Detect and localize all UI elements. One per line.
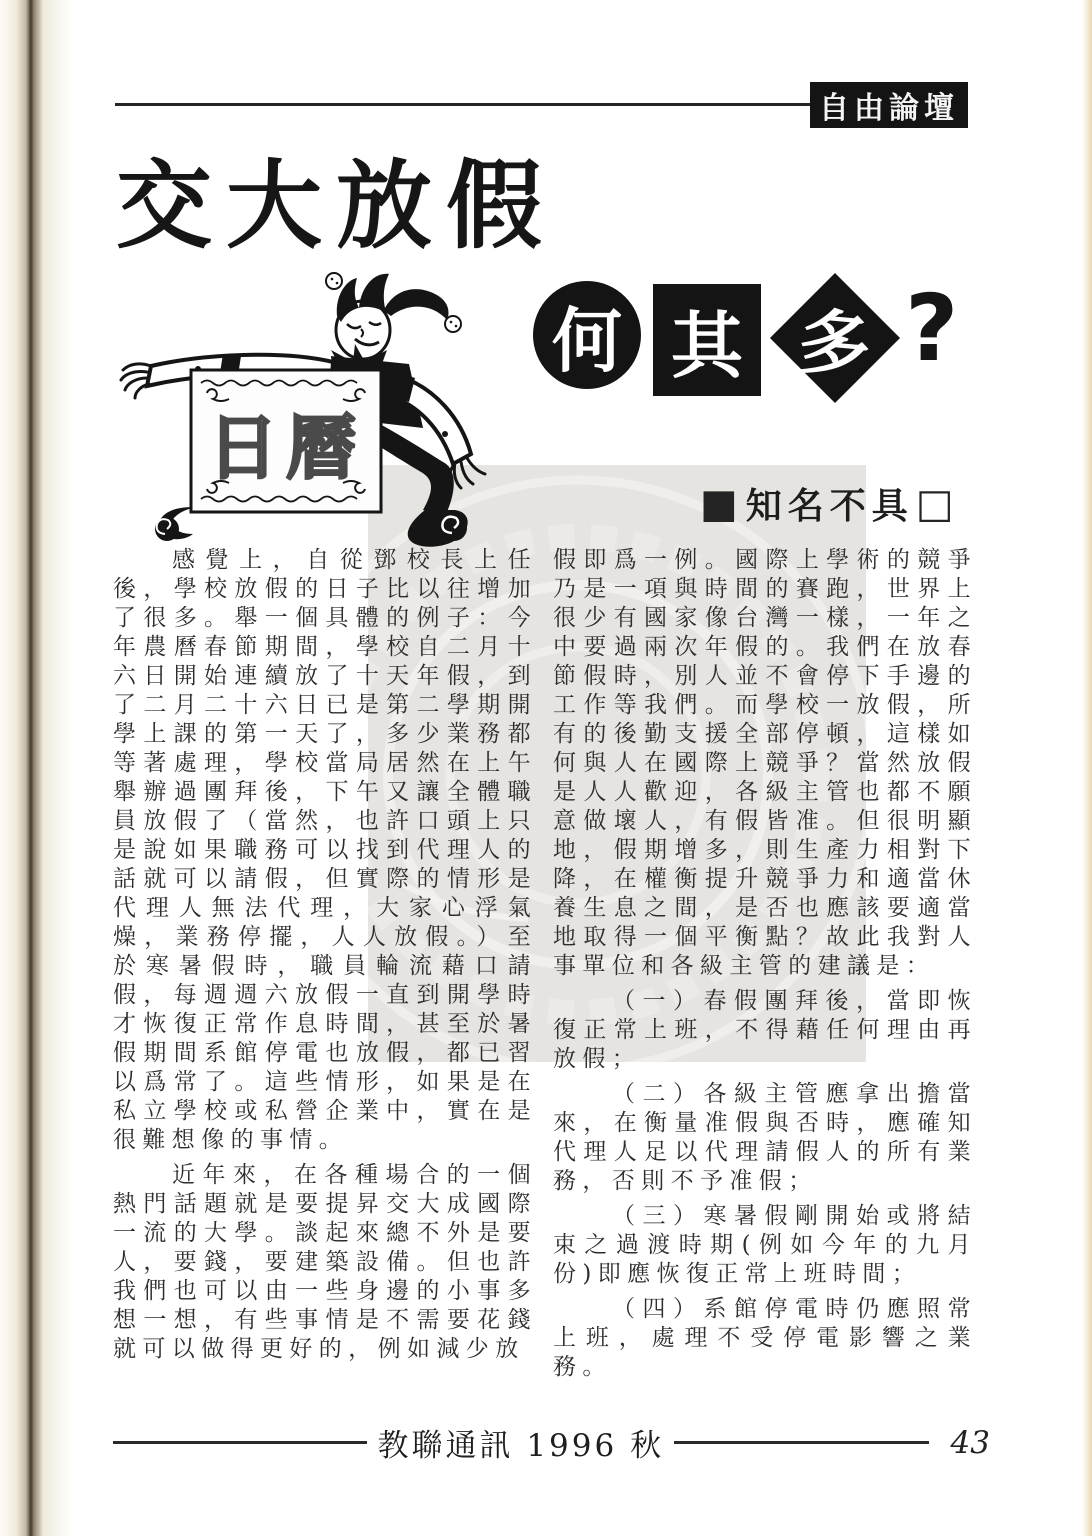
subtitle-char-diamond <box>770 273 900 403</box>
article-column-left <box>113 546 537 1370</box>
paragraph: 感覺上，自從鄧校長上任後，學校放假的日子比以往增加了很多。舉一個具體的例子：今年農曆春節期間，學校自二月十六日開始連續放了十天年假，到了二月二十六日已是第二學期開學上課的第一天了，多少業務都等著處理，學校當局居然在上午舉辦過團拜後，下午又讓全體職員放假了（當然，也許口頭上只是說如果職務可以找到代理人的話就可以請假，但實際的情形是代理人無法代理，大家心浮氣燥，業務停擺，人人放假。）至於寒暑假時，職員輪流藉口請假，每週週六放假一直到開學時才恢復正常作息時間，甚至於暑假期間系館停電也放假，都已習以爲常了。這些情形，如果是在私立學校或私營企業中，實在是很難想像的事情。 <box>113 547 537 1153</box>
paragraph-item-2: （二）各級主管應拿出擔當來，在衡量准假與否時，應確知代理人足以代理請假人的所有業務，否則不予准假； <box>553 1081 977 1194</box>
paragraph-item-3: （三）寒暑假剛開始或將結束之過渡時期(例如今年的九月份)即應恢復正常上班時間； <box>553 1203 977 1287</box>
jester-illustration <box>103 266 503 558</box>
author-byline <box>700 478 990 529</box>
article-title: 交大放假 <box>116 150 556 262</box>
subtitle-char: 何 <box>552 299 622 382</box>
subtitle-char-circle <box>533 281 641 389</box>
subtitle-char: 多 <box>794 298 875 389</box>
article-subtitle <box>533 274 958 396</box>
author-marker-empty-square: □ <box>915 480 960 527</box>
page-number: 43 <box>950 1424 990 1461</box>
author-marker-filled-square: ■ <box>700 479 744 527</box>
subtitle-char-square <box>653 284 761 396</box>
calendar-sign-label: 日曆 <box>208 407 364 489</box>
scan-binding-shadow <box>0 0 72 1536</box>
journal-title: 教聯通訊 1996 秋 <box>377 1428 665 1464</box>
paragraph-item-4: （四）系館停電時仍應照常上班，處理不受停電影響之業務。 <box>553 1296 977 1380</box>
footer-rule-right <box>674 1441 928 1444</box>
subtitle-char: 其 <box>670 304 743 388</box>
article-column-right <box>553 546 977 1388</box>
paragraph: 假即爲一例。國際上學術的競爭乃是一項與時間的賽跑，世界上很少有國家像台灣一樣，一年之中要過兩次年假的。我們在放春節假時，別人並不會停下手邊的工作等我們。而學校一放假，所有的後勤支援全部停頓，這樣如何與人在國際上競爭？當然放假是人人歡迎，各級主管也都不願意做壞人，有假皆准。但很明顯地，假期增多，則生產力相對下降，在權衡提升競爭力和適當休養生息之間，是否也應該要適當地取得一個平衡點？故此我對人事單位和各級主管的建議是： <box>553 547 977 979</box>
footer-rule-left <box>113 1441 367 1444</box>
question-mark: ? <box>905 274 959 382</box>
paragraph-item-1: （一）春假團拜後，當即恢復正常上班，不得藉任何理由再放假； <box>553 988 977 1072</box>
page-footer <box>113 1420 990 1465</box>
paragraph: 近年來，在各種場合的一個熱門話題就是要提昇交大成國際一流的大學。談起來總不外是要人，要錢，要建築設備。但也許我們也可以由一些身邊的小事多想一想，有些事情是不需要花錢就可以做得更好的，例如減少放 <box>113 1162 537 1362</box>
header-rule <box>115 103 815 106</box>
section-badge: 自由論壇 <box>810 82 968 128</box>
scan-page-edge <box>1082 0 1092 1536</box>
author-name: 知名不具 <box>745 485 914 527</box>
